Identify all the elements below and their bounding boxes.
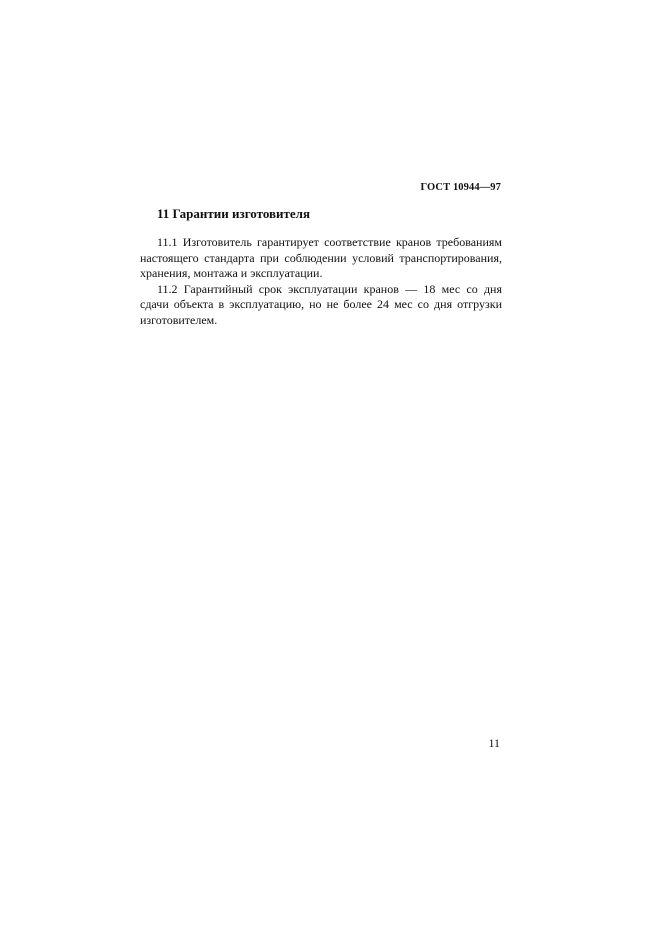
paragraph-11-1: 11.1 Изготовитель гарантирует соответствие кранов требованиям настоящего стандарта при соблюдении условий транспортирования, хранения, монтажа и эксплуатации. bbox=[140, 235, 502, 280]
paragraph-11-2: 11.2 Гарантийный срок эксплуатации кранов — 18 мес со дня сдачи объекта в эксплуатацию, но не более 24 мес со дня отгрузки изготовителем. bbox=[140, 281, 502, 327]
section-warranty bbox=[140, 205, 502, 328]
page-number: 11 bbox=[488, 736, 500, 750]
section-title: 11 Гарантии изготовителя bbox=[157, 206, 311, 221]
document-code: ГОСТ 10944—97 bbox=[420, 182, 501, 193]
